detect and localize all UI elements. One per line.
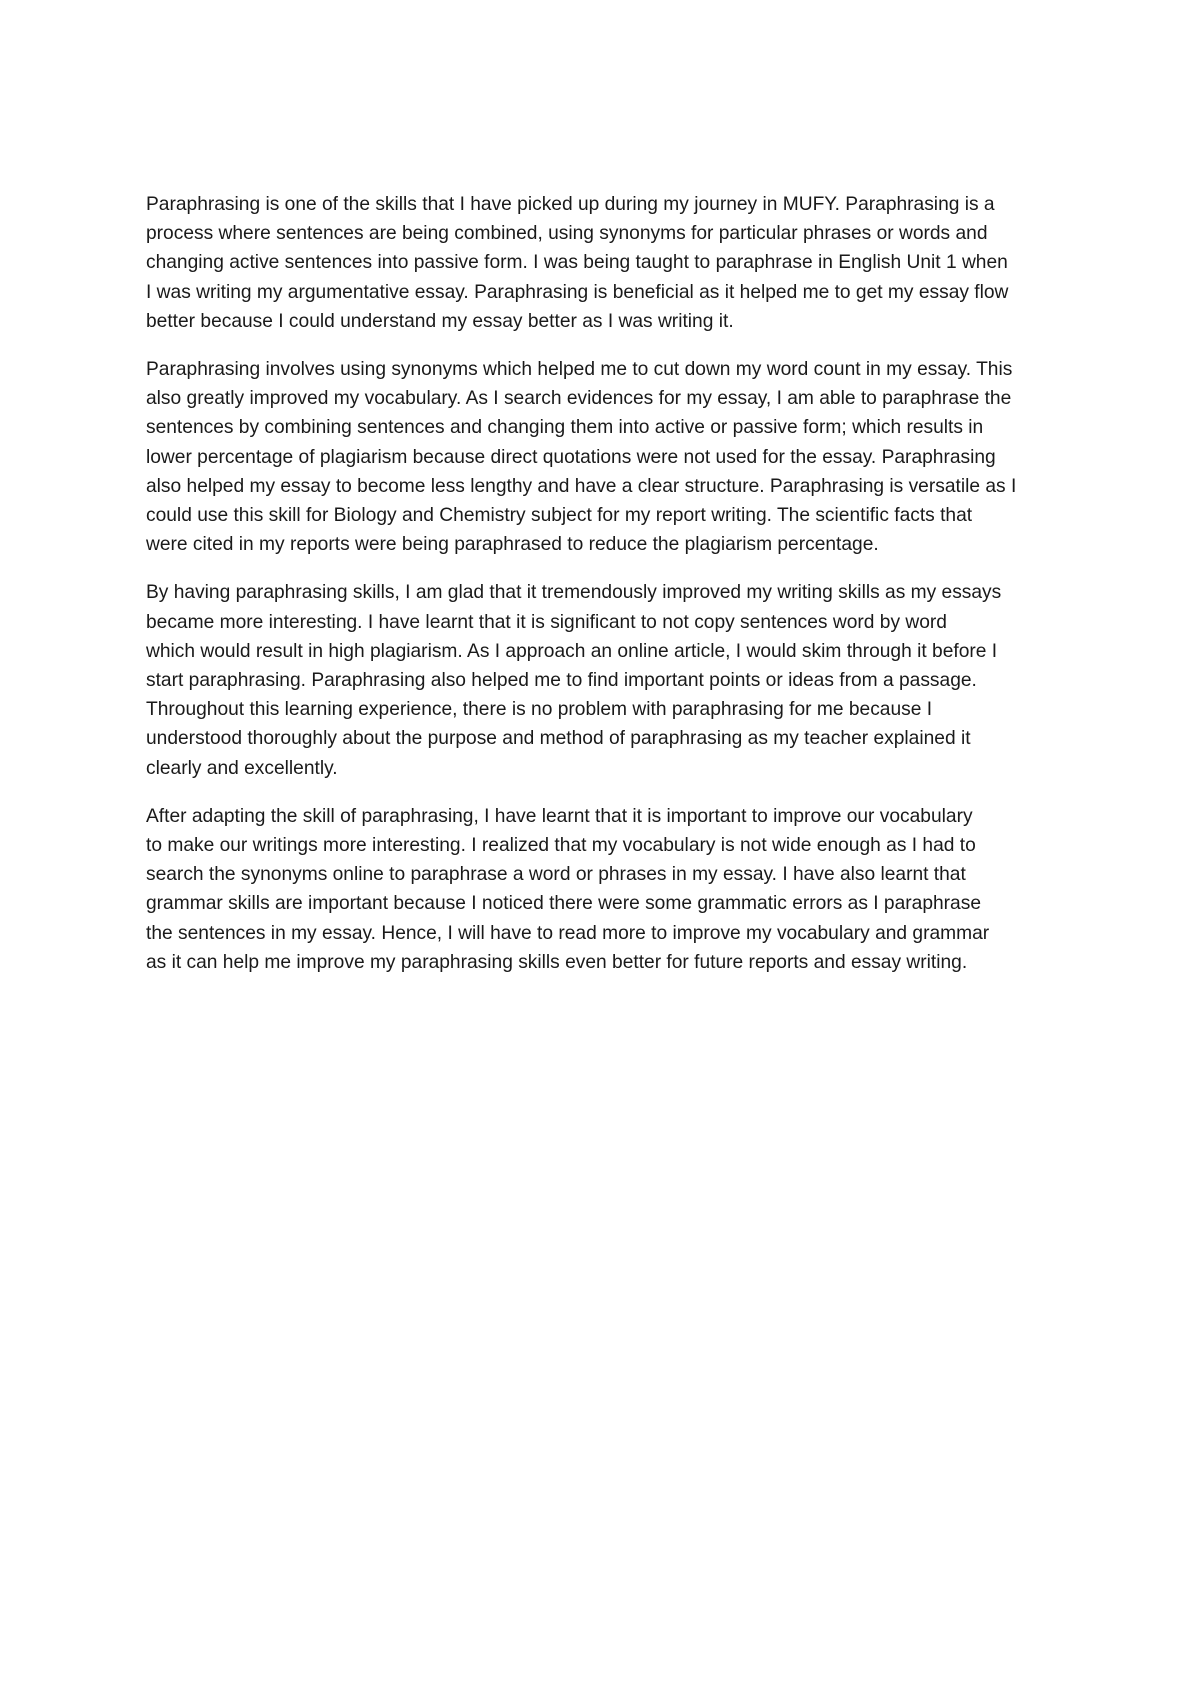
text-line: sentences by combining sentences and changing them into active or passive form; which results in	[146, 417, 984, 439]
text-line: also helped my essay to become less lengthy and have a clear structure. Paraphrasing is versatile as I	[146, 475, 1017, 497]
text-line: grammar skills are important because I noticed there were some grammatic errors as I paraphrase	[146, 893, 981, 915]
text-line: clearly and excellently.	[146, 757, 338, 779]
paragraph-2	[146, 355, 1071, 559]
text-line: By having paraphrasing skills, I am glad that it tremendously improved my writing skills as my essays	[146, 582, 1002, 604]
text-line: also greatly improved my vocabulary. As I search evidences for my essay, I am able to paraphrase the	[146, 388, 1012, 410]
text-line: were cited in my reports were being paraphrased to reduce the plagiarism percentage.	[146, 534, 879, 556]
paragraph-4	[146, 802, 1071, 977]
text-line: better because I could understand my essay better as I was writing it.	[146, 310, 734, 332]
text-line: search the synonyms online to paraphrase a word or phrases in my essay. I have also learnt that	[146, 864, 966, 886]
paragraph-1	[146, 190, 1071, 336]
text-line: I was writing my argumentative essay. Paraphrasing is beneficial as it helped me to get my essay flow	[146, 281, 1009, 303]
text-line: which would result in high plagiarism. As I approach an online article, I would skim through it before I	[146, 640, 998, 662]
text-line: process where sentences are being combined, using synonyms for particular phrases or words and	[146, 223, 988, 245]
document-body	[146, 190, 1071, 996]
text-line: After adapting the skill of paraphrasing, I have learnt that it is important to improve our vocabulary	[146, 805, 973, 827]
text-line: lower percentage of plagiarism because direct quotations were not used for the essay. Paraphrasing	[146, 446, 996, 468]
text-line: changing active sentences into passive form. I was being taught to paraphrase in English Unit 1 when	[146, 252, 1008, 274]
text-line: could use this skill for Biology and Chemistry subject for my report writing. The scientific facts that	[146, 505, 973, 527]
text-line: start paraphrasing. Paraphrasing also helped me to find important points or ideas from a passage.	[146, 670, 977, 692]
text-line: as it can help me improve my paraphrasing skills even better for future reports and essay writing.	[146, 951, 968, 973]
text-line: Throughout this learning experience, there is no problem with paraphrasing for me because I	[146, 699, 933, 721]
text-line: became more interesting. I have learnt that it is significant to not copy sentences word by word	[146, 611, 947, 633]
text-line: Paraphrasing involves using synonyms which helped me to cut down my word count in my essay. This	[146, 359, 1013, 381]
paragraph-3	[146, 578, 1071, 782]
text-line: to make our writings more interesting. I realized that my vocabulary is not wide enough as I had to	[146, 835, 976, 857]
text-line: the sentences in my essay. Hence, I will have to read more to improve my vocabulary and grammar	[146, 922, 990, 944]
text-line: understood thoroughly about the purpose and method of paraphrasing as my teacher explained it	[146, 728, 971, 750]
text-line: Paraphrasing is one of the skills that I have picked up during my journey in MUFY. Paraphrasing is a	[146, 194, 995, 215]
